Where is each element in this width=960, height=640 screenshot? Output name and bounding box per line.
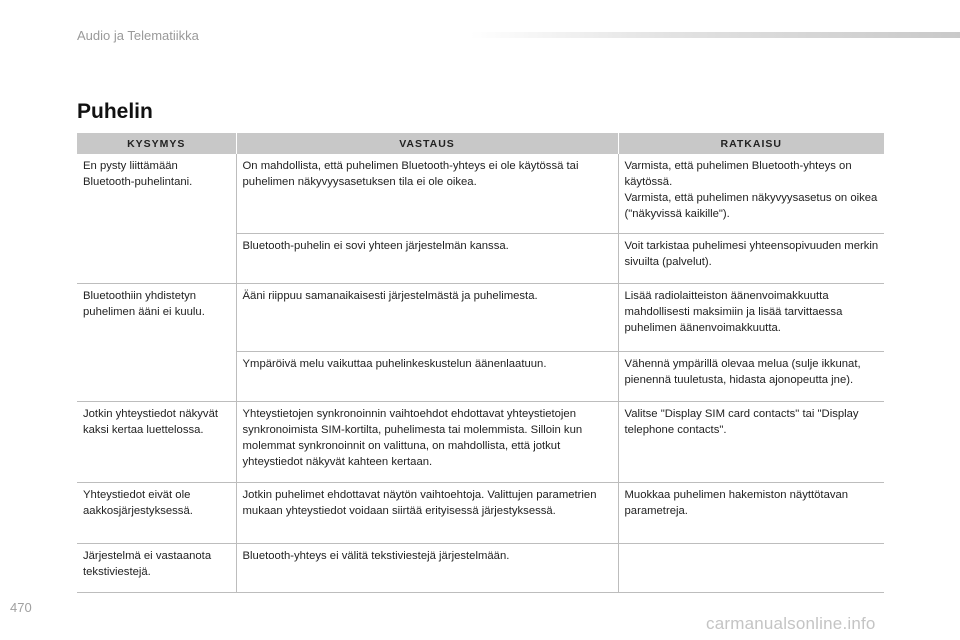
solution-cell: Valitse "Display SIM card contacts" tai "Display telephone contacts". [618,401,884,482]
solution-cell: Lisää radiolaitteiston äänenvoimakkuutta mahdollisesti maksimiin ja lisää tarvittaessa puhelimen äänenvoimakkuutta. [618,283,884,351]
table-row [77,543,884,592]
solution-cell: Voit tarkistaa puhelimesi yhteensopivuuden merkin sivuilta (palvelut). [618,233,884,283]
solution-line: Varmista, että puhelimen Bluetooth-yhteys on käytössä. [624,160,852,188]
table-row [77,401,884,482]
page-title: Puhelin [77,100,153,123]
solution-cell [618,154,884,233]
page-number: 470 [10,600,32,615]
column-header-question: KYSYMYS [77,133,236,154]
answer-cell: Jotkin puhelimet ehdottavat näytön vaihtoehtoja. Valittujen parametrien mukaan yhteystiedot voidaan siirtää erityisessä järjestyksessä. [236,482,618,543]
header-divider-bar [470,32,960,38]
table-row [77,154,884,233]
question-cell: Bluetoothiin yhdistetyn puhelimen ääni ei kuulu. [77,283,236,401]
table-header-row [77,133,884,154]
question-cell: Yhteystiedot eivät ole aakkosjärjestyksessä. [77,482,236,543]
troubleshooting-table [77,133,884,593]
column-header-answer: VASTAUS [236,133,618,154]
question-cell: En pysty liittämään Bluetooth-puhelintani. [77,154,236,283]
table-row [77,283,884,351]
question-cell: Järjestelmä ei vastaanota tekstiviestejä. [77,543,236,592]
answer-cell: Bluetooth-yhteys ei välitä tekstiviestejä järjestelmään. [236,543,618,592]
solution-line: Varmista, että puhelimen näkyvyysasetus on oikea ("näkyvissä kaikille"). [624,192,878,220]
answer-cell: Ympäröivä melu vaikuttaa puhelinkeskustelun äänenlaatuun. [236,351,618,401]
answer-cell: Bluetooth-puhelin ei sovi yhteen järjestelmän kanssa. [236,233,618,283]
column-header-solution: RATKAISU [618,133,884,154]
table-row [77,482,884,543]
solution-cell [618,543,884,592]
section-header: Audio ja Telematiikka [77,28,199,43]
answer-cell: Ääni riippuu samanaikaisesti järjestelmästä ja puhelimesta. [236,283,618,351]
solution-cell: Muokkaa puhelimen hakemiston näyttötavan parametreja. [618,482,884,543]
question-cell: Jotkin yhteystiedot näkyvät kaksi kertaa luettelossa. [77,401,236,482]
solution-cell: Vähennä ympärillä olevaa melua (sulje ikkunat, pienennä tuuletusta, hidasta ajonopeutta jne). [618,351,884,401]
answer-cell: On mahdollista, että puhelimen Bluetooth-yhteys ei ole käytössä tai puhelimen näkyvyysasetuksen tila ei ole oikea. [236,154,618,233]
answer-cell: Yhteystietojen synkronoinnin vaihtoehdot ehdottavat yhteystietojen synkronoimista SIM-kortilta, puhelimesta tai molemmista. Silloin kun molemmat synkronoinnit on valittuna, on mahdollista, että jotkut yhteystiedot näkyvät kahteen kertaan. [236,401,618,482]
watermark: carmanualsonline.info [706,614,876,633]
